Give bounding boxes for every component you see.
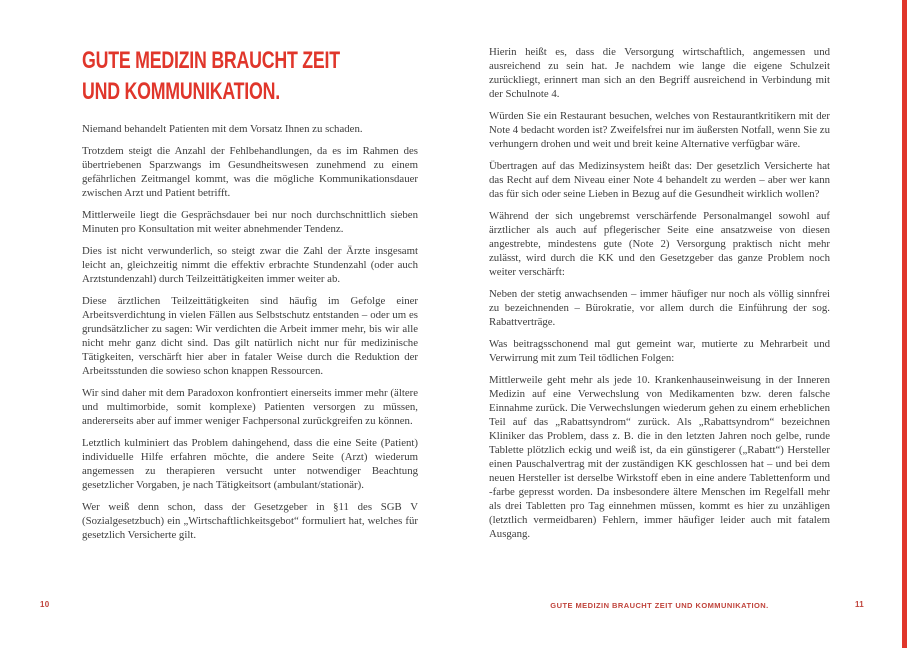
body-paragraph: Mittlerweile liegt die Gesprächsdauer bei nur noch durchschnittlich sieben Minuten pro Konsultation mit weiter abnehmender Tendenz. — [82, 209, 418, 235]
body-paragraph: Übertragen auf das Medizinsystem heißt das: Der gesetzlich Versicherte hat das Recht auf dem Niveau einer Note 4 behandelt zu werden – aber wer kann das für sich oder seine Lieben in Bezug auf die Gesundheit wirklich wollen? — [489, 160, 830, 200]
body-paragraph: Hierin heißt es, dass die Versorgung wirtschaftlich, angemessen und ausreichend zu sein hat. Je nachdem wie lange die eigene Schulzeit zurückliegt, erinnert man sich an den Begriff ausreichend in Verbindung mit der Schulnote 4. — [489, 46, 830, 100]
body-paragraph: Was beitragsschonend mal gut gemeint war, mutierte zu Mehrarbeit und Verwirrung mit zum Teil tödlichen Folgen: — [489, 338, 830, 364]
body-paragraph: Neben der stetig anwachsenden – immer häufiger nur noch als völlig sinnfrei zu bezeichnenden – Bürokratie, vor allem durch die Einführung der sog. Rabattverträge. — [489, 288, 830, 328]
body-paragraph: Trotzdem steigt die Anzahl der Fehlbehandlungen, da es im Rahmen des übertriebenen Sparzwangs im Gesundheitswesen zunehmend zu einem gefährlichen Zeitmangel kommt, was die mögliche Kommunikationsdauer zwischen Arzt und Patient betrifft. — [82, 145, 418, 199]
left-page-body — [82, 122, 418, 542]
running-head: GUTE MEDIZIN BRAUCHT ZEIT UND KOMMUNIKATION. — [550, 601, 769, 610]
body-paragraph: Diese ärztlichen Teilzeittätigkeiten sind häufig im Gefolge einer Arbeitsverdichtung in vielen Fällen aus Selbstschutz entstanden – oder um es grundsätzlicher zu sagen: Wir verdichten die Arbeit immer mehr, bis wir alle nicht mehr ganz dicht sind. Das gilt natürlich nicht nur für medizinische Tätigkeiten, verschärft hier aber in fataler Weise durch die Reduktion der Arbeitsstunden die sowieso schon knappen Ressourcen. — [82, 295, 418, 377]
body-paragraph: Letztlich kulminiert das Problem dahingehend, dass die eine Seite (Patient) individuelle Hilfe erfahren möchte, die andere Seite (Arzt) wiederum angemessen zu therapieren versucht unter notwendiger Beachtung gesetzlicher Vorgaben, je nach Tätigkeitsort (ambulant/stationär). — [82, 437, 418, 491]
body-paragraph: Während der sich ungebremst verschärfende Personalmangel sowohl auf ärztlicher als auch auf pflegerischer Seite eine ansatzweise von diesen angestrebte, mindestens gute (Note 2) Versorgung praktisch nicht mehr zulässt, wird durch die KK und den Gesetzgeber das ganze Problem noch weiter verschärft: — [489, 210, 830, 278]
left-page — [82, 45, 418, 550]
page-number-right: 11 — [855, 600, 865, 609]
chapter-title — [82, 45, 418, 107]
right-page-body — [489, 45, 830, 541]
body-paragraph: Würden Sie ein Restaurant besuchen, welches von Restaurantkritikern mit der Note 4 bedacht worden ist? Zweifelsfrei nur im äußersten Notfall, wenn Sie zu verhungern drohen und weit und breit keine Alternative verfügbar wäre. — [489, 110, 830, 150]
body-paragraph: Mittlerweile geht mehr als jede 10. Krankenhauseinweisung in der Inneren Medizin auf eine Verwechslung von Medikamenten bzw. deren falsche Einnahme zurück. Die Verwechslungen wiederum gehen zu einem erheblichen Teil auf das „Rabattsyndrom“ zurück. Als „Rabattsyndrom“ bezeichnen Kliniker das Problem, dass z. B. die in den letzten Jahren noch gelbe, runde Tablette plötzlich eckig und weiß ist, da ein günstigerer („Rabatt“) Hersteller einen Pauschalvertrag mit der zuständigen KK geschlossen hat – und bei dem neuen Hersteller ist derselbe Wirkstoff eben in eine andere Tablettenform und -farbe gepresst worden. Da insbesondere ältere Menschen im Regelfall mehr als drei Tabletten pro Tag einnehmen müssen, kommt es hier zu unzähligen (letztlich vermeidbaren) Fehlern, immer häufiger leider auch mit fatalem Ausgang. — [489, 374, 830, 540]
page-edge-strip — [902, 0, 907, 648]
body-paragraph: Dies ist nicht verwunderlich, so steigt zwar die Zahl der Ärzte insgesamt leicht an, gleichzeitig nimmt die effektiv erbrachte Stundenzahl (oder auch Arztstundenzahl) durch Teilzeittätigkeiten immer weiter ab. — [82, 245, 418, 285]
right-page — [489, 45, 830, 549]
body-paragraph: Wir sind daher mit dem Paradoxon konfrontiert einerseits immer mehr (ältere und multimorbide, somit komplexe) Patienten versorgen zu müssen, andererseits aber auf immer weniger Fachpersonal zurückgreifen zu können. — [82, 387, 418, 427]
title-line-1: GUTE MEDIZIN BRAUCHT ZEIT — [82, 47, 340, 74]
body-paragraph: Wer weiß denn schon, dass der Gesetzgeber in §11 des SGB V (Sozialgesetzbuch) ein „Wirtschaftlichkeitsgebot“ formuliert hat, welches für gesetzlich Versicherte gilt. — [82, 501, 418, 541]
title-line-2: UND KOMMUNIKATION. — [82, 78, 280, 105]
page-number-left: 10 — [40, 600, 50, 609]
body-paragraph: Niemand behandelt Patienten mit dem Vorsatz Ihnen zu schaden. — [82, 123, 363, 135]
